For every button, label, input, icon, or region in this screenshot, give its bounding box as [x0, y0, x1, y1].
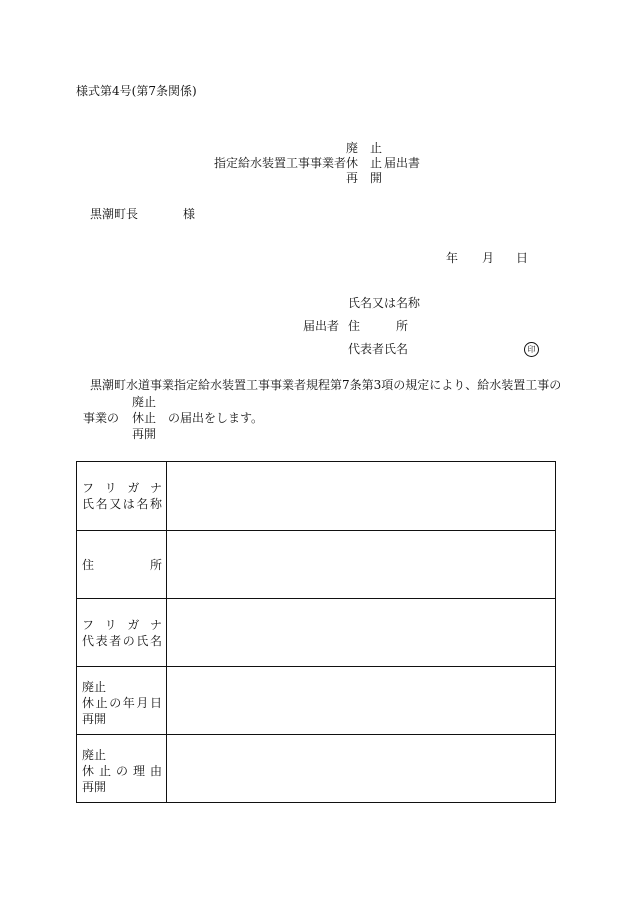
- row-date-bottom: 再開: [82, 712, 107, 726]
- row-date-label: 休 止 の 年 月 日: [82, 696, 162, 710]
- notifier-name-label: 氏名又は名称: [348, 296, 421, 310]
- row-address-label: 住 所: [82, 558, 162, 572]
- title-choice-resume: 再 開: [346, 171, 383, 185]
- row-name-furigana: フ リ ガ ナ: [82, 481, 162, 495]
- date-month: 月: [482, 251, 495, 265]
- seal-mark: 印: [524, 342, 539, 357]
- table-row-reason: [77, 734, 555, 803]
- row-name-label: 氏 名 又 は 名 称: [82, 497, 162, 511]
- notifier-rep-label: 代表者氏名: [348, 342, 409, 356]
- body-choice-abolish: 廃止: [132, 395, 157, 409]
- table-row-representative: [77, 598, 555, 667]
- row-rep-furigana: フ リ ガ ナ: [82, 618, 162, 632]
- date-year: 年: [446, 251, 459, 265]
- body-choice-resume: 再開: [132, 427, 157, 441]
- title-choice-abolish: 廃 止: [346, 141, 383, 155]
- body-line1: 黒潮町水道事業指定給水装置工事事業者規程第7条第3項の規定により、給水装置工事の: [90, 378, 562, 392]
- date-day: 日: [516, 251, 529, 265]
- notification-table: [76, 461, 556, 803]
- row-reason-bottom: 再開: [82, 780, 107, 794]
- row-reason-label: 休 止 の 理 由: [82, 764, 162, 778]
- body-suffix: の届出をします。: [168, 411, 264, 425]
- body-choice-suspend: 休止: [132, 411, 157, 425]
- addressee-name: 黒潮町長: [90, 207, 139, 221]
- body-prefix: 事業の: [83, 411, 120, 425]
- form-number: 様式第4号(第7条関係): [76, 84, 197, 98]
- row-reason-top: 廃止: [82, 748, 107, 762]
- notifier-address-label: 住 所: [348, 319, 409, 333]
- table-row-address: [77, 530, 555, 599]
- row-rep-label: 代 表 者 の 氏 名: [82, 634, 162, 648]
- title-choice-suspend: 休 止: [346, 156, 383, 170]
- title-suffix: 届出書: [384, 156, 421, 170]
- table-row-name: [77, 462, 555, 530]
- table-row-date: [77, 666, 555, 735]
- notifier-label: 届出者: [303, 319, 340, 333]
- row-date-top: 廃止: [82, 680, 107, 694]
- title-prefix: 指定給水装置工事事業者: [214, 156, 347, 170]
- addressee-honorific: 様: [183, 207, 196, 221]
